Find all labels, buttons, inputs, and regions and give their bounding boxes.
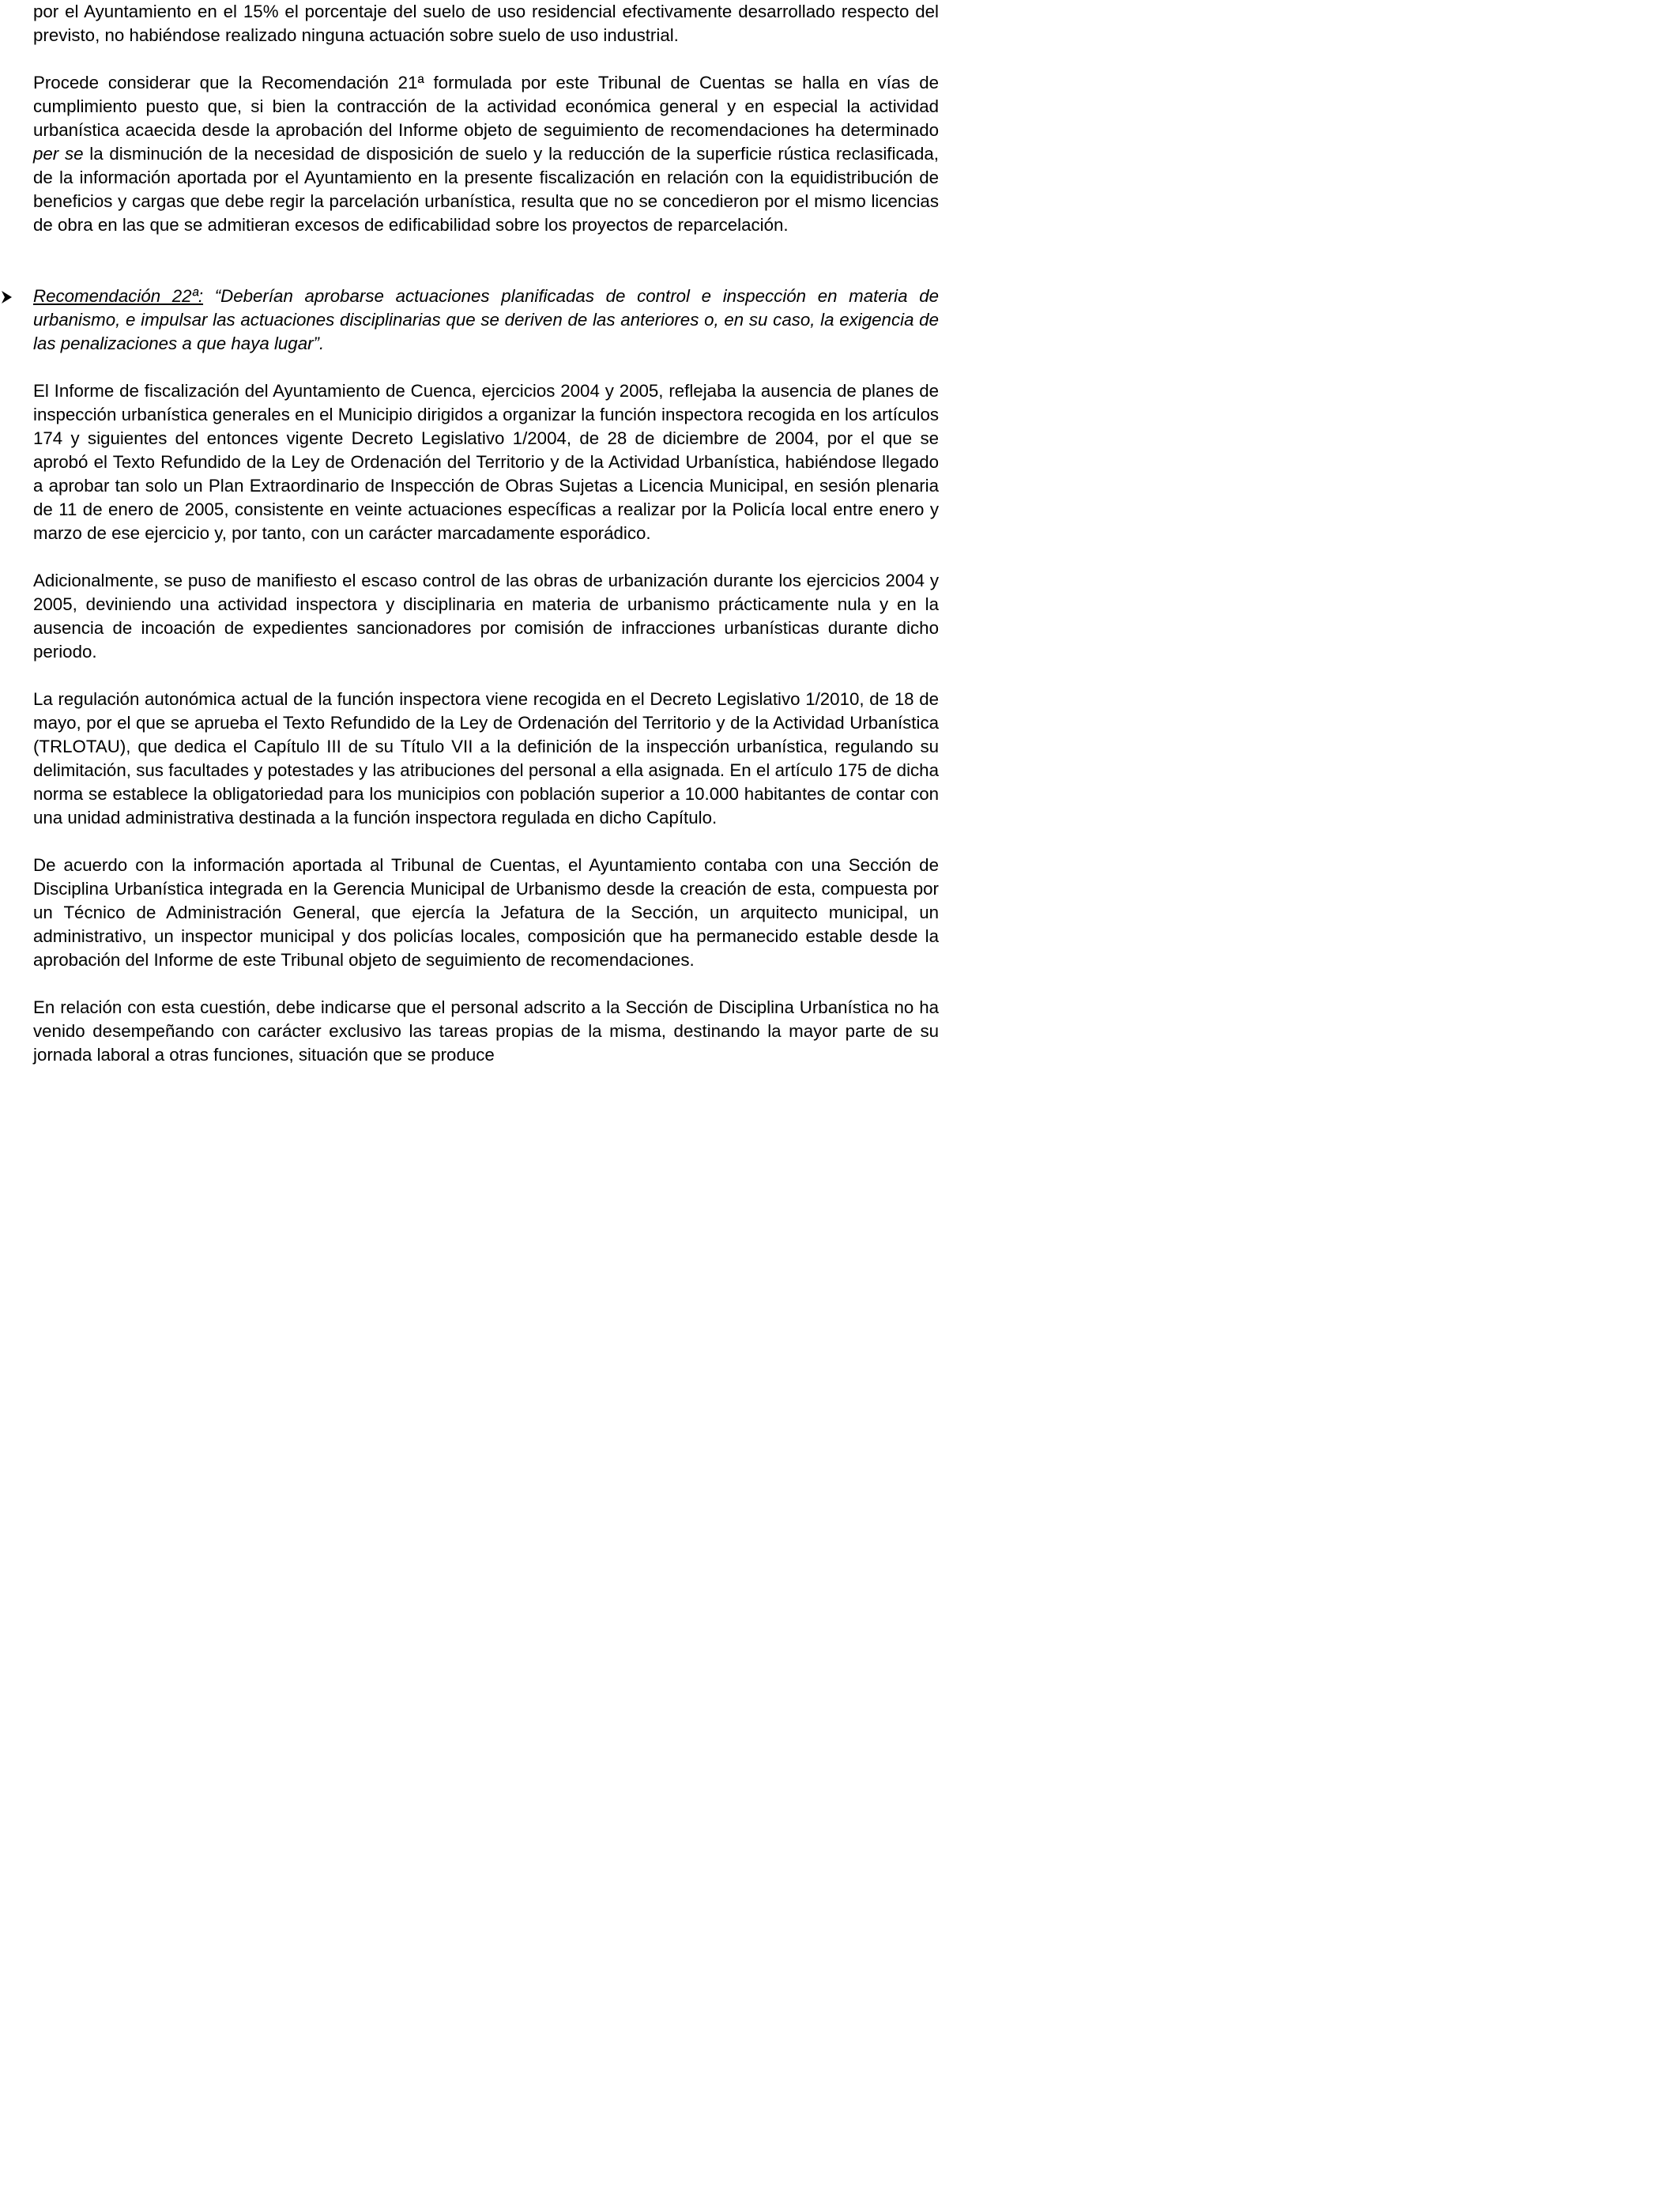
paragraph-recomendacion-21 [33, 71, 939, 237]
paragraph-personal-adscrito: En relación con esta cuestión, debe indicarse que el personal adscrito a la Sección de Disciplina Urbanística no ha venido desempeñando con carácter exclusivo las tareas propias de la misma, destinando la mayor parte de su jornada laboral a otras funciones, situación que se produce [33, 997, 939, 1065]
paragraph-text: Procede considerar que la Recomendación 21ª formulada por este Tribunal de Cuentas se halla en vías de cumplimiento puesto que, si bien la contracción de la actividad económica general y en especial la actividad urbanística acaecida desde la aprobación del Informe objeto de seguimiento de recomendaciones ha determinado [33, 73, 939, 140]
recommendation-quote: “Deberían aprobarse actuaciones planificadas de control e inspección en materia de urbanismo, e impulsar las actuaciones disciplinarias que se deriven de las anteriores o, en su caso, la exigencia de las penalizaciones a que haya lugar”. [33, 286, 939, 353]
arrow-bullet-icon [0, 285, 16, 308]
paragraph-seccion-disciplina: De acuerdo con la información aportada al Tribunal de Cuentas, el Ayuntamiento contaba con una Sección de Disciplina Urbanística integrada en la Gerencia Municipal de Urbanismo desde la creación de esta, compuesta por un Técnico de Administración General, que ejercía la Jefatura de la Sección, un arquitecto municipal, un administrativo, un inspector municipal y dos policías locales, composición que ha permanecido estable desde la aprobación del Informe de este Tribunal objeto de seguimiento de recomendaciones. [33, 855, 939, 970]
recommendation-22-text [33, 285, 939, 356]
paragraph-regulacion-autonomica: La regulación autonómica actual de la función inspectora viene recogida en el Decreto Legislativo 1/2010, de 18 de mayo, por el que se aprueba el Texto Refundido de la Ley de Ordenación del Territorio y de la Actividad Urbanística (TRLOTAU), que dedica el Capítulo III de su Título VII a la definición de la inspección urbanística, regulando su delimitación, sus facultades y potestades y las atribuciones del personal a ella asignada. En el artículo 175 de dicha norma se establece la obligatoriedad para los municipios con población superior a 10.000 habitantes de contar con una unidad administrativa destinada a la función inspectora regulada en dicho Capítulo. [33, 689, 939, 827]
recommendation-22-block [33, 285, 939, 356]
paragraph-text: la disminución de la necesidad de disposición de suelo y la reducción de la superficie rústica reclasificada, de la información aportada por el Ayuntamiento en la presente fiscalización en relación con la equidistribución de beneficios y cargas que debe regir la parcelación urbanística, resulta que no se concedieron por el mismo licencias de obra en las que se admitieran excesos de edificabilidad sobre los proyectos de reparcelación. [33, 144, 939, 235]
paragraph-control-obras: Adicionalmente, se puso de manifiesto el escaso control de las obras de urbanización durante los ejercicios 2004 y 2005, deviniendo una actividad inspectora y disciplinaria en materia de urbanismo prácticamente nula y en la ausencia de incoación de expedientes sancionadores por comisión de infracciones urbanísticas durante dicho periodo. [33, 571, 939, 662]
recommendation-label: Recomendación 22ª: [33, 286, 204, 306]
paragraph-informe-fiscalizacion: El Informe de fiscalización del Ayuntamiento de Cuenca, ejercicios 2004 y 2005, reflejaba la ausencia de planes de inspección urbanística generales en el Municipio dirigidos a organizar la función inspectora recogida en los artículos 174 y siguientes del entonces vigente Decreto Legislativo 1/2004, de 28 de diciembre de 2004, por el que se aprobó el Texto Refundido de la Ley de Ordenación del Territorio y de la Actividad Urbanística, habiéndose llegado a aprobar tan solo un Plan Extraordinario de Inspección de Obras Sujetas a Licencia Municipal, en sesión plenaria de 11 de enero de 2005, consistente en veinte actuaciones específicas a realizar por la Policía local entre enero y marzo de ese ejercicio y, por tanto, con un carácter marcadamente esporádico. [33, 381, 939, 543]
document-page [33, 0, 939, 1067]
italic-term: per se [33, 144, 84, 164]
paragraph-suelo-uso-residencial: por el Ayuntamiento en el 15% el porcentaje del suelo de uso residencial efectivamente desarrollado respecto del previsto, no habiéndose realizado ninguna actuación sobre suelo de uso industrial. [33, 2, 939, 45]
